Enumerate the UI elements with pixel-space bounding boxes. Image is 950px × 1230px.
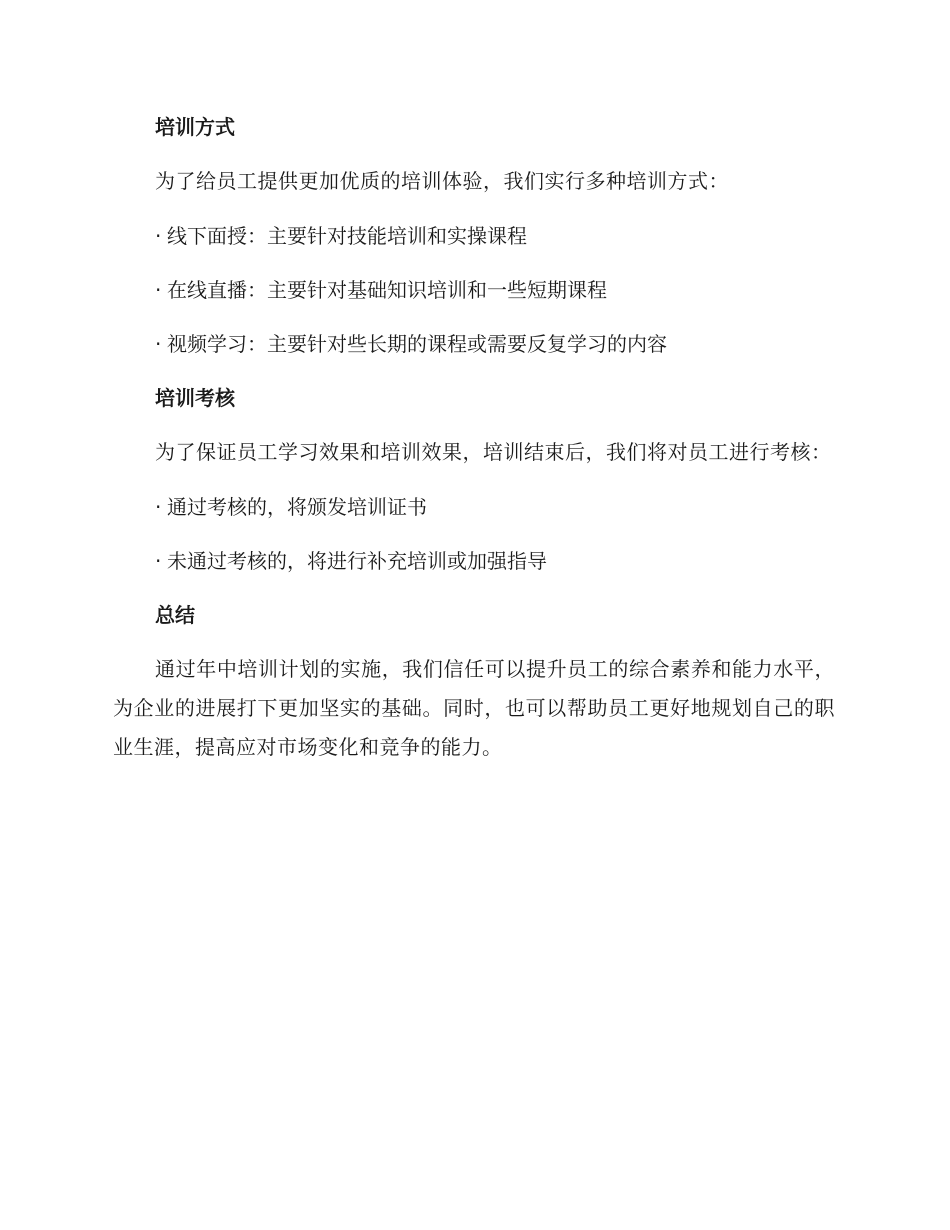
section-intro-training-methods: 为了给员工提供更加优质的培训体验，我们实行多种培训方式：: [155, 169, 729, 193]
bullet-item: [113, 271, 835, 309]
bullet-text: 线下面授：主要针对技能培训和实操课程: [167, 224, 527, 248]
section-heading-training-methods: 培训方式: [155, 115, 235, 139]
bullet-text: 在线直播：主要针对基础知识培训和一些短期课程: [167, 278, 607, 302]
bullet-marker: ·: [155, 495, 162, 519]
bullet-marker: ·: [155, 224, 162, 248]
document-body: [113, 108, 835, 783]
bullet-marker: ·: [155, 278, 162, 302]
bullet-item: [113, 542, 835, 580]
bullet-text: 未通过考核的，将进行补充培训或加强指导: [167, 549, 547, 573]
bullet-text: 通过考核的，将颁发培训证书: [167, 495, 427, 519]
bullet-text: 视频学习：主要针对些长期的课程或需要反复学习的内容: [167, 332, 667, 356]
bullet-marker: ·: [155, 332, 162, 356]
bullet-marker: ·: [155, 549, 162, 573]
section-heading-summary: 总结: [155, 603, 195, 627]
bullet-item: [113, 325, 835, 363]
bullet-item: [113, 488, 835, 526]
section-heading-training-assessment: 培训考核: [155, 386, 235, 410]
section-intro-training-assessment: 为了保证员工学习效果和培训效果，培训结束后，我们将对员工进行考核：: [155, 440, 832, 464]
bullet-item: [113, 217, 835, 255]
section-body-summary: 通过年中培训计划的实施，我们信任可以提升员工的综合素养和能力水平，为企业的进展打下更加坚实的基础。同时，也可以帮助员工更好地规划自己的职业生涯，提高应对市场变化和竞争的能力。: [113, 657, 835, 759]
